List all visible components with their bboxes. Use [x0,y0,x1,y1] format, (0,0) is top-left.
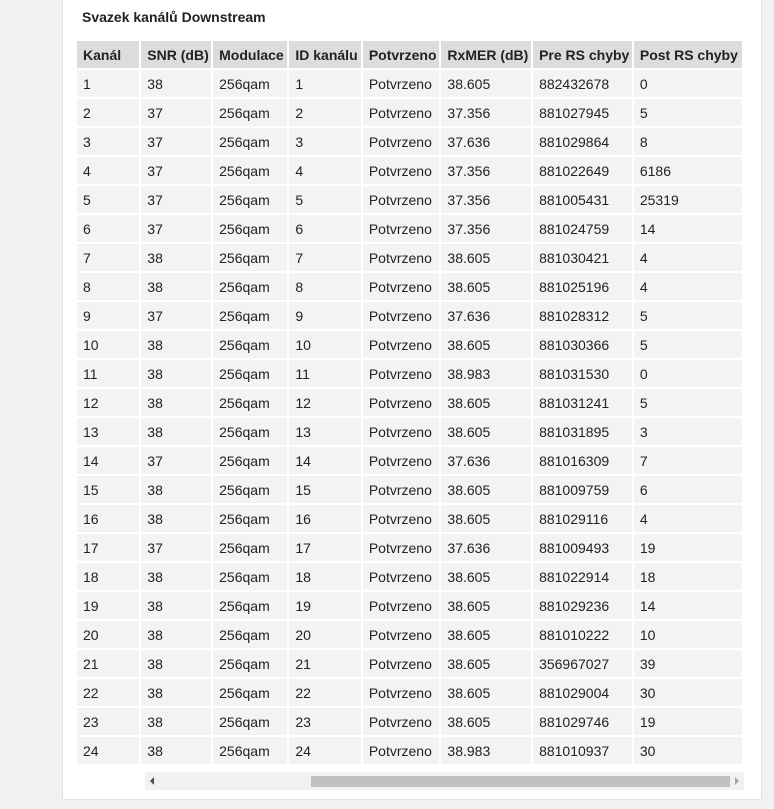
horizontal-scrollbar[interactable] [145,772,744,790]
table-row [77,476,742,503]
table-cell-locked: Potvrzeno [363,592,440,619]
scroll-right-arrow-icon[interactable] [730,772,744,790]
table-cell-channel-id: 9 [289,302,360,329]
table-cell-rxmer: 38.605 [441,679,531,706]
table-cell-snr: 38 [141,244,211,271]
column-header-modulation: Modulace [213,41,287,68]
table-cell-channel: 5 [77,186,139,213]
table-cell-snr: 38 [141,389,211,416]
table-cell-snr: 38 [141,563,211,590]
table-cell-locked: Potvrzeno [363,447,440,474]
table-cell-channel-id: 24 [289,737,360,764]
table-cell-post-rs-errors: 39 [634,650,742,677]
table-cell-snr: 37 [141,128,211,155]
table-cell-channel-id: 14 [289,447,360,474]
table-cell-post-rs-errors: 30 [634,737,742,764]
table-row [77,505,742,532]
table-cell-snr: 37 [141,215,211,242]
table-body [77,70,742,764]
table-cell-channel: 2 [77,99,139,126]
table-cell-pre-rs-errors: 881010222 [533,621,632,648]
table-cell-rxmer: 37.356 [441,99,531,126]
table-cell-modulation: 256qam [213,621,287,648]
table-cell-post-rs-errors: 0 [634,360,742,387]
table-cell-pre-rs-errors: 881029236 [533,592,632,619]
table-row [77,592,742,619]
table-cell-rxmer: 38.605 [441,708,531,735]
table-cell-pre-rs-errors: 881030421 [533,244,632,271]
table-cell-snr: 38 [141,679,211,706]
table-cell-pre-rs-errors: 881027945 [533,99,632,126]
table-cell-channel-id: 1 [289,70,360,97]
table-cell-channel: 8 [77,273,139,300]
table-cell-channel: 4 [77,157,139,184]
table-cell-channel: 12 [77,389,139,416]
table-cell-channel-id: 21 [289,650,360,677]
table-cell-post-rs-errors: 10 [634,621,742,648]
table-cell-pre-rs-errors: 881030366 [533,331,632,358]
column-header-channel-id: ID kanálu [289,41,360,68]
table-cell-snr: 38 [141,737,211,764]
table-cell-rxmer: 37.636 [441,128,531,155]
table-cell-snr: 38 [141,592,211,619]
table-cell-channel-id: 17 [289,534,360,561]
table-cell-channel-id: 2 [289,99,360,126]
table-cell-channel-id: 6 [289,215,360,242]
table-cell-channel: 23 [77,708,139,735]
table-cell-channel: 14 [77,447,139,474]
table-cell-post-rs-errors: 30 [634,679,742,706]
table-cell-channel: 16 [77,505,139,532]
table-cell-channel: 24 [77,737,139,764]
table-row [77,621,742,648]
table-cell-rxmer: 38.605 [441,476,531,503]
table-cell-channel-id: 20 [289,621,360,648]
table-cell-pre-rs-errors: 881016309 [533,447,632,474]
table-row [77,99,742,126]
table-cell-snr: 37 [141,157,211,184]
table-row [77,534,742,561]
table-cell-snr: 38 [141,476,211,503]
table-cell-pre-rs-errors: 356967027 [533,650,632,677]
table-cell-channel-id: 23 [289,708,360,735]
table-cell-modulation: 256qam [213,592,287,619]
table-cell-modulation: 256qam [213,302,287,329]
table-cell-rxmer: 37.636 [441,302,531,329]
downstream-panel [62,0,762,800]
table-cell-channel-id: 16 [289,505,360,532]
table-cell-channel-id: 12 [289,389,360,416]
table-cell-post-rs-errors: 4 [634,273,742,300]
table-row [77,273,742,300]
table-cell-locked: Potvrzeno [363,418,440,445]
table-cell-locked: Potvrzeno [363,534,440,561]
table-cell-post-rs-errors: 6186 [634,157,742,184]
table-cell-rxmer: 37.356 [441,186,531,213]
table-cell-channel: 3 [77,128,139,155]
column-header-snr: SNR (dB) [141,41,211,68]
table-cell-locked: Potvrzeno [363,128,440,155]
table-cell-modulation: 256qam [213,505,287,532]
table-cell-snr: 38 [141,418,211,445]
table-cell-channel-id: 15 [289,476,360,503]
table-cell-locked: Potvrzeno [363,302,440,329]
table-cell-channel: 7 [77,244,139,271]
table-cell-snr: 37 [141,534,211,561]
table-cell-modulation: 256qam [213,679,287,706]
table-cell-locked: Potvrzeno [363,476,440,503]
table-cell-post-rs-errors: 14 [634,592,742,619]
table-cell-pre-rs-errors: 881029864 [533,128,632,155]
table-row [77,186,742,213]
table-cell-channel: 1 [77,70,139,97]
table-cell-snr: 38 [141,273,211,300]
table-cell-rxmer: 38.605 [441,244,531,271]
table-row [77,215,742,242]
table-cell-channel: 20 [77,621,139,648]
table-cell-channel: 17 [77,534,139,561]
column-header-locked: Potvrzeno [363,41,440,68]
table-row [77,157,742,184]
table-cell-modulation: 256qam [213,650,287,677]
table-cell-pre-rs-errors: 881010937 [533,737,632,764]
table-cell-locked: Potvrzeno [363,99,440,126]
table-cell-pre-rs-errors: 881031241 [533,389,632,416]
table-cell-locked: Potvrzeno [363,215,440,242]
table-row [77,360,742,387]
table-cell-snr: 38 [141,331,211,358]
table-cell-snr: 38 [141,360,211,387]
table-row [77,563,742,590]
table-row [77,447,742,474]
table-cell-locked: Potvrzeno [363,679,440,706]
table-cell-pre-rs-errors: 881031530 [533,360,632,387]
table-cell-post-rs-errors: 5 [634,389,742,416]
table-cell-rxmer: 38.605 [441,70,531,97]
table-row [77,389,742,416]
table-cell-modulation: 256qam [213,389,287,416]
table-cell-channel: 21 [77,650,139,677]
table-cell-pre-rs-errors: 881005431 [533,186,632,213]
table-cell-channel: 13 [77,418,139,445]
table-cell-pre-rs-errors: 881029116 [533,505,632,532]
table-cell-rxmer: 38.983 [441,737,531,764]
table-cell-channel-id: 19 [289,592,360,619]
table-cell-locked: Potvrzeno [363,70,440,97]
table-cell-modulation: 256qam [213,447,287,474]
table-cell-locked: Potvrzeno [363,186,440,213]
table-cell-channel-id: 4 [289,157,360,184]
table-row [77,650,742,677]
table-cell-locked: Potvrzeno [363,505,440,532]
table-cell-snr: 37 [141,186,211,213]
table-cell-snr: 37 [141,447,211,474]
table-cell-rxmer: 38.983 [441,360,531,387]
table-cell-rxmer: 38.605 [441,592,531,619]
table-cell-locked: Potvrzeno [363,621,440,648]
table-cell-channel: 22 [77,679,139,706]
table-cell-channel-id: 13 [289,418,360,445]
table-cell-post-rs-errors: 0 [634,70,742,97]
table-cell-pre-rs-errors: 881009493 [533,534,632,561]
column-header-pre-rs-errors: Pre RS chyby [533,41,632,68]
table-cell-rxmer: 38.605 [441,418,531,445]
table-cell-snr: 37 [141,99,211,126]
table-cell-modulation: 256qam [213,215,287,242]
table-cell-rxmer: 38.605 [441,563,531,590]
table-cell-pre-rs-errors: 882432678 [533,70,632,97]
table-cell-channel: 18 [77,563,139,590]
table-cell-channel-id: 11 [289,360,360,387]
table-cell-locked: Potvrzeno [363,563,440,590]
table-cell-post-rs-errors: 18 [634,563,742,590]
table-cell-modulation: 256qam [213,360,287,387]
table-row [77,418,742,445]
table-header-row [77,41,742,68]
table-cell-locked: Potvrzeno [363,737,440,764]
table-cell-pre-rs-errors: 881029746 [533,708,632,735]
table-cell-modulation: 256qam [213,99,287,126]
table-cell-modulation: 256qam [213,70,287,97]
table-cell-post-rs-errors: 19 [634,534,742,561]
table-cell-modulation: 256qam [213,186,287,213]
column-header-rxmer: RxMER (dB) [441,41,531,68]
column-header-post-rs-errors: Post RS chyby [634,41,742,68]
column-header-channel: Kanál [77,41,139,68]
table-cell-snr: 37 [141,302,211,329]
table-cell-post-rs-errors: 19 [634,708,742,735]
table-cell-snr: 38 [141,708,211,735]
table-cell-post-rs-errors: 6 [634,476,742,503]
table-cell-channel: 19 [77,592,139,619]
table-cell-rxmer: 37.356 [441,157,531,184]
table-cell-post-rs-errors: 25319 [634,186,742,213]
table-cell-locked: Potvrzeno [363,708,440,735]
table-row [77,708,742,735]
table-cell-post-rs-errors: 4 [634,244,742,271]
table-cell-snr: 38 [141,70,211,97]
table-cell-locked: Potvrzeno [363,273,440,300]
table-cell-channel-id: 7 [289,244,360,271]
table-cell-modulation: 256qam [213,476,287,503]
table-row [77,331,742,358]
table-cell-rxmer: 37.636 [441,447,531,474]
table-cell-locked: Potvrzeno [363,157,440,184]
table-cell-pre-rs-errors: 881022914 [533,563,632,590]
table-cell-modulation: 256qam [213,418,287,445]
table-row [77,679,742,706]
table-cell-post-rs-errors: 14 [634,215,742,242]
table-cell-channel: 15 [77,476,139,503]
table-cell-pre-rs-errors: 881031895 [533,418,632,445]
table-row [77,737,742,764]
table-cell-rxmer: 38.605 [441,505,531,532]
downstream-channel-table [77,41,744,766]
table-cell-pre-rs-errors: 881022649 [533,157,632,184]
table-cell-rxmer: 37.636 [441,534,531,561]
table-cell-modulation: 256qam [213,128,287,155]
table-cell-locked: Potvrzeno [363,331,440,358]
table-cell-locked: Potvrzeno [363,650,440,677]
table-cell-pre-rs-errors: 881024759 [533,215,632,242]
table-cell-post-rs-errors: 5 [634,302,742,329]
table-cell-pre-rs-errors: 881025196 [533,273,632,300]
scrollbar-thumb[interactable] [311,776,730,787]
table-cell-modulation: 256qam [213,563,287,590]
table-cell-modulation: 256qam [213,273,287,300]
table-cell-snr: 38 [141,650,211,677]
table-cell-modulation: 256qam [213,244,287,271]
table-cell-modulation: 256qam [213,737,287,764]
table-cell-rxmer: 38.605 [441,621,531,648]
table-cell-channel-id: 3 [289,128,360,155]
table-cell-post-rs-errors: 3 [634,418,742,445]
table-row [77,70,742,97]
table-cell-rxmer: 38.605 [441,650,531,677]
table-cell-channel: 10 [77,331,139,358]
table-cell-pre-rs-errors: 881028312 [533,302,632,329]
scroll-left-arrow-icon[interactable] [145,772,159,790]
table-cell-rxmer: 38.605 [441,273,531,300]
table-row [77,244,742,271]
table-cell-post-rs-errors: 4 [634,505,742,532]
table-cell-channel: 6 [77,215,139,242]
table-cell-modulation: 256qam [213,331,287,358]
table-cell-locked: Potvrzeno [363,244,440,271]
table-cell-locked: Potvrzeno [363,389,440,416]
table-cell-channel-id: 8 [289,273,360,300]
table-cell-channel: 9 [77,302,139,329]
table-cell-post-rs-errors: 8 [634,128,742,155]
table-cell-post-rs-errors: 7 [634,447,742,474]
table-cell-pre-rs-errors: 881029004 [533,679,632,706]
table-cell-snr: 38 [141,621,211,648]
table-cell-post-rs-errors: 5 [634,99,742,126]
table-row [77,302,742,329]
table-cell-rxmer: 37.356 [441,215,531,242]
table-cell-modulation: 256qam [213,708,287,735]
table-cell-channel-id: 10 [289,331,360,358]
table-cell-channel-id: 22 [289,679,360,706]
table-cell-pre-rs-errors: 881009759 [533,476,632,503]
table-cell-channel-id: 18 [289,563,360,590]
table-cell-rxmer: 38.605 [441,389,531,416]
table-cell-channel-id: 5 [289,186,360,213]
table-cell-modulation: 256qam [213,534,287,561]
table-cell-rxmer: 38.605 [441,331,531,358]
table-cell-channel: 11 [77,360,139,387]
table-row [77,128,742,155]
table-cell-post-rs-errors: 5 [634,331,742,358]
table-cell-locked: Potvrzeno [363,360,440,387]
downstream-table-viewport [77,41,744,767]
table-cell-snr: 38 [141,505,211,532]
section-title: Svazek kanálů Downstream [82,9,266,25]
table-cell-modulation: 256qam [213,157,287,184]
